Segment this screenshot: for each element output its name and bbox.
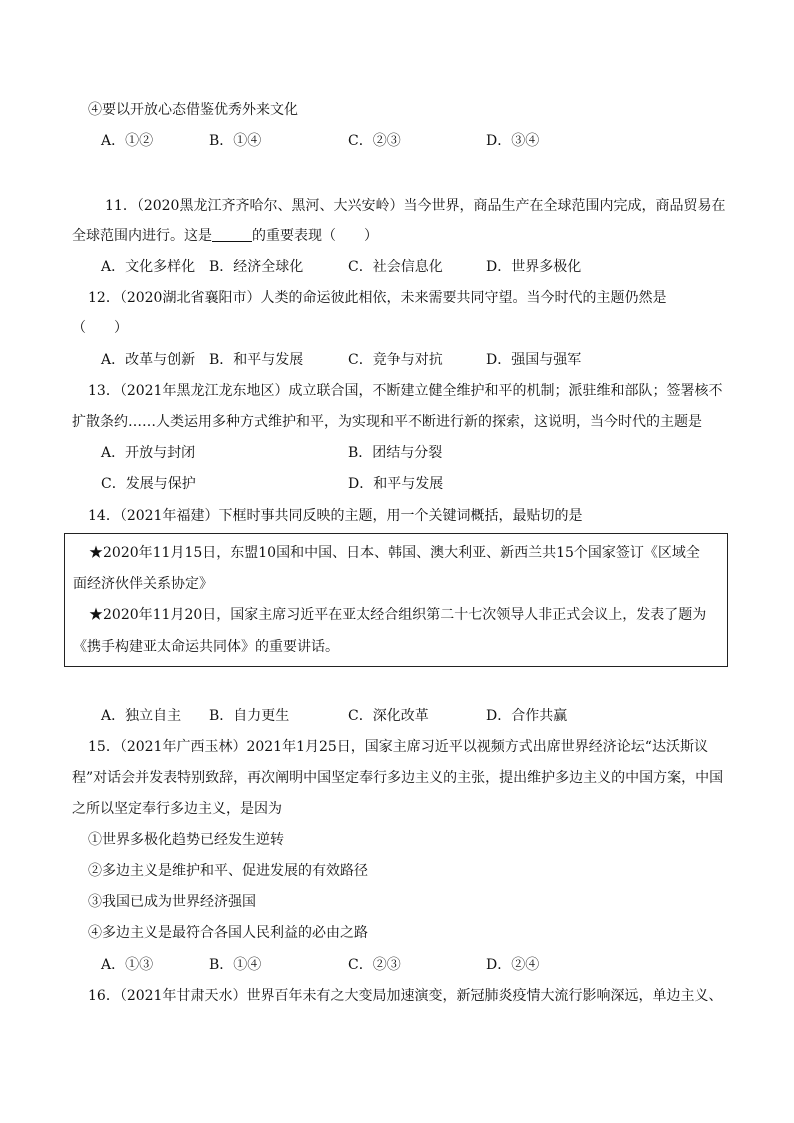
q10-option-c[interactable]: C．②③ [348,133,401,149]
q14-option-b[interactable]: B．自力更生 [209,708,290,724]
q15-option-a[interactable]: A．①③ [101,957,154,973]
q11-option-d[interactable]: D．世界多极化 [486,259,582,275]
q14-box-line3: ★2020年11月20日，国家主席习近平在亚太经合组织第二十七次领导人非正式会议上，发表了题为 [89,607,707,623]
q13-option-d[interactable]: D．和平与发展 [348,476,444,492]
q10-options [101,131,721,151]
q12-options [101,350,721,370]
q15-option-b[interactable]: B．①④ [209,957,262,973]
q14-box-line4: 《携手构建亚太命运共同体》的重要讲话。 [73,639,339,655]
q15-stem-line2: 程”对话会并发表特别致辞，再次阐明中国坚定奉行多边主义的主张，提出维护多边主义的中国方案，中国 [72,770,724,786]
q14-option-a[interactable]: A．独立自主 [101,708,182,724]
q15-item-2: ②多边主义是维护和平、促进发展的有效路径 [88,863,368,879]
q11-stem-text-b: 的重要表现（ ） [252,228,378,244]
q10-option-b[interactable]: B．①④ [209,133,262,149]
q15-stem-line3: 之所以坚定奉行多边主义，是因为 [72,801,282,817]
q14-box-line1: ★2020年11月15日，东盟10国和中国、日本、韩国、澳大利亚、新西兰共15个国家签订《区域全 [89,545,700,561]
q12-stem-line1: 12．（2020湖北省襄阳市）人类的命运彼此相依，未来需要共同守望。当今时代的主题仍然是 [88,290,667,306]
q12-stem-line2: （ ） [72,320,128,336]
q16-stem-line1: 16．（2021年甘肃天水）世界百年未有之大变局加速演变，新冠肺炎疫情大流行影响深远，单边主义、 [88,988,723,1004]
q13-stem-line2: 扩散条约……人类运用多种方式维护和平，为实现和平不断进行新的探索，这说明，当今时代的主题是 [72,414,702,430]
q14-options [101,706,721,726]
q14-option-c[interactable]: C．深化改革 [348,708,429,724]
q14-box-line2: 面经济伙伴关系协定》 [73,576,213,592]
q10-option-a[interactable]: A．①② [101,133,154,149]
q12-option-b[interactable]: B．和平与发展 [209,352,304,368]
q15-option-d[interactable]: D．②④ [486,957,540,973]
q15-stem-line1: 15．（2021年广西玉林）2021年1月25日，国家主席习近平以视频方式出席世界经济论坛“达沃斯议 [88,739,708,755]
q11-options [101,257,721,277]
q15-item-4: ④多边主义是最符合各国人民利益的必由之路 [88,925,368,941]
q13-option-c[interactable]: C．发展与保护 [101,476,196,492]
q14-stem: 14．（2021年福建）下框时事共同反映的主题，用一个关键词概括，最贴切的是 [88,508,583,524]
q12-option-c[interactable]: C．竞争与对抗 [348,352,443,368]
q11-option-a[interactable]: A．文化多样化 [101,259,196,275]
q15-option-c[interactable]: C．②③ [348,957,401,973]
q13-options-row1 [101,443,721,463]
q11-stem-line1: 11．（2020黑龙江齐齐哈尔、黑河、大兴安岭）当今世界，商品生产在全球范围内完成，商品贸易在 [105,198,726,214]
q12-option-a[interactable]: A．改革与创新 [101,352,196,368]
q11-option-c[interactable]: C．社会信息化 [348,259,443,275]
q14-option-d[interactable]: D．合作共赢 [486,708,568,724]
q11-option-b[interactable]: B．经济全球化 [209,259,304,275]
q11-blank [212,227,252,242]
q14-news-box [64,533,728,667]
q15-item-3: ③我国已成为世界经济强国 [88,894,256,910]
q10-option-d[interactable]: D．③④ [486,133,540,149]
q15-options [101,955,721,975]
q10-item-4: ④要以开放心态借鉴优秀外来文化 [88,102,298,118]
q13-option-b[interactable]: B．团结与分裂 [348,445,443,461]
q11-stem-text-a: 全球范围内进行。这是 [72,228,212,244]
q13-options-row2 [101,474,721,494]
q15-item-1: ①世界多极化趋势已经发生逆转 [88,832,284,848]
q11-stem-line2 [72,226,378,246]
q12-option-d[interactable]: D．强国与强军 [486,352,582,368]
q13-stem-line1: 13．（2021年黑龙江龙东地区）成立联合国，不断建立健全维护和平的机制；派驻维和部队；签署核不 [88,383,723,399]
q13-option-a[interactable]: A．开放与封闭 [101,445,196,461]
